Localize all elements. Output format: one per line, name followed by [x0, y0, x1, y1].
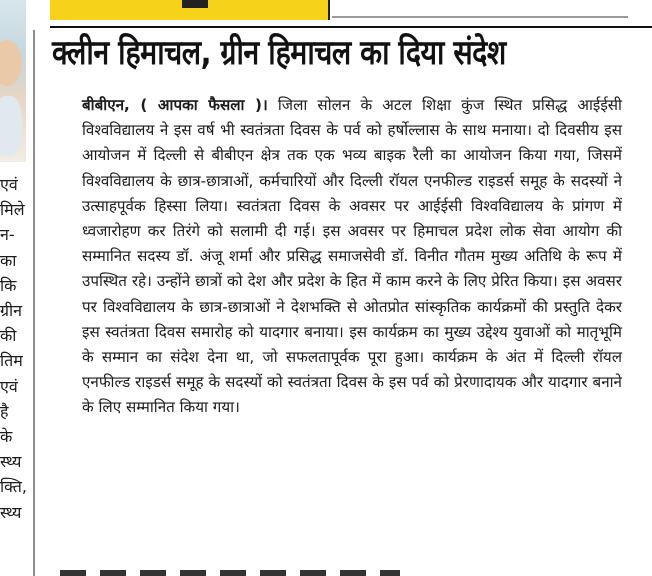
- left-column-fragment: न-: [0, 225, 15, 245]
- article-text: जिला सोलन के अटल शिक्षा कुंज स्थित प्रसिद्ध आईईसी विश्वविद्यालय ने इस वर्ष भी स्वतंत्रता दिवस के पर्व को हर्षोल्लास के साथ मनाया। दो दिवसीय इस आयोजन में दिल्ली से बीबीएन क्षेत्र तक एक भव्य बाइक रैली का आयोजन किया गया, जिसमें विश्वविद्यालय के छात्र-छात्राओं, कर्मचारियों और दिल्ली रॉयल एनफील्ड राइडर्स समूह के सदस्यों ने उत्साहपूर्वक हिस्सा लिया। स्वतंत्रता दिवस के अवसर पर आईईसी विश्वविद्यालय के प्रांगण में ध्वजारोहण कर तिरंगे को सलामी दी गई। इस अवसर पर हिमाचल प्रदेश लोक सेवा आयोग की सम्मानित सदस्य डॉ. अंजू शर्मा और प्रसिद्ध समाजसेवी डॉ. विनीत गौतम मुख्य अतिथि के रूप में उपस्थित रहे। उन्होंने छात्रों को देश और प्रदेश के हित में काम करने के लिए प्रेरित किया। इस अवसर पर विश्वविद्यालय के छात्र-छात्राओं ने देशभक्ति से ओतप्रोत सांस्कृतिक कार्यक्रमों की प्रस्तुति देकर इस स्वतंत्रता दिवस समारोह को यादगार बनाया। इस कार्यक्रम का मुख्य उद्देश्य युवाओं को मातृभूमि के सम्मान का संदेश देना था, जो सफलतापूर्वक पूरा हुआ। कार्यक्रम के अंत में दिल्ली रॉयल एनफील्ड राइडर्स समूह के सदस्यों को स्वतंत्रता दिवस के इस पर्व को प्रेरणादायक और यादगार बनाने के लिए सम्मानित किया गया।: [82, 96, 622, 417]
- left-column-fragment: ग्रीन: [0, 301, 23, 321]
- cropped-photo: [0, 0, 26, 162]
- top-grey-box: [332, 0, 628, 18]
- left-column-fragment: एवं: [0, 376, 18, 396]
- left-column-fragment: एवं: [0, 175, 18, 194]
- article-headline: क्लीन हिमाचल, ग्रीन हिमाचल का दिया संदेश: [52, 33, 506, 73]
- article-body: [82, 93, 622, 421]
- article-dateline: बीबीएन, ( आपका फैसला )।: [82, 96, 268, 114]
- top-banner-strip: [50, 0, 652, 28]
- photo-cloth-shape: [0, 96, 22, 156]
- left-column-fragment: की: [0, 326, 17, 346]
- left-column-fragment: मिले: [0, 200, 25, 220]
- column-divider: [33, 30, 35, 576]
- left-column-fragment: है: [0, 401, 9, 421]
- photo-face-shape: [0, 40, 22, 86]
- article-paragraph: [82, 93, 622, 421]
- left-column-fragment: के: [0, 427, 13, 447]
- banner-glyph: [182, 0, 208, 8]
- left-column-fragment: का: [0, 250, 17, 270]
- left-column-fragment: स्थ्य: [0, 452, 22, 472]
- left-column-fragment: क्ति,: [0, 477, 27, 497]
- top-yellow-banner: [50, 0, 330, 20]
- left-cropped-column: [0, 172, 30, 525]
- left-column-fragment: स्थ्य: [0, 502, 22, 522]
- left-column-fragment: कि: [0, 275, 17, 295]
- left-column-fragment: तिम: [0, 351, 23, 371]
- next-article-cropped: [60, 570, 400, 576]
